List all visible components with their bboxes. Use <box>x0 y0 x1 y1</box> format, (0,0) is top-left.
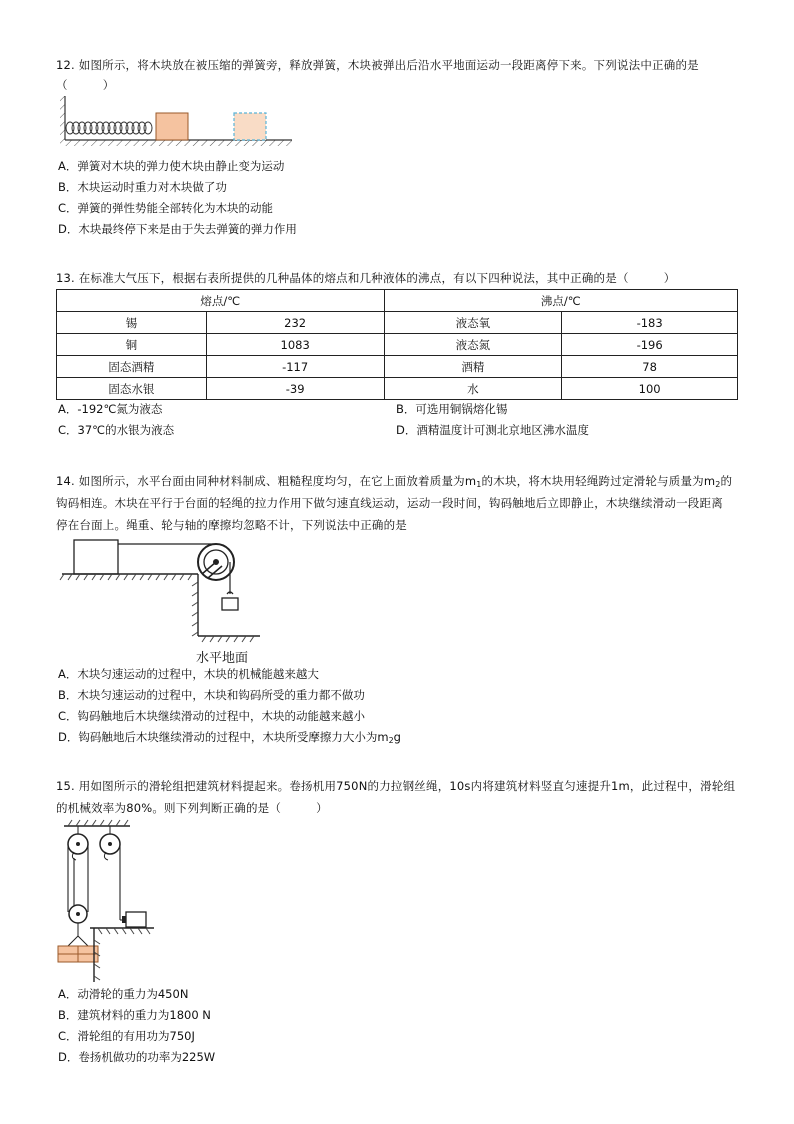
table-cell: 液态氮 <box>384 334 562 356</box>
table-cell: 100 <box>562 378 738 400</box>
q15-option-d[interactable]: D．卷扬机做功的功率为225W <box>58 1050 216 1064</box>
q12-spring-figure <box>56 96 296 154</box>
q12-answer-blank: （ ） <box>56 78 115 92</box>
table-cell: 固态水银 <box>57 378 207 400</box>
wood-block-final-position <box>234 113 266 140</box>
q15-option-c[interactable]: C．滑轮组的有用功为750J <box>58 1029 195 1043</box>
boiling-point-header: 沸点/℃ <box>384 290 737 312</box>
fixed-pulley <box>198 544 234 580</box>
table-row <box>57 334 738 356</box>
table-cell: 232 <box>206 312 384 334</box>
q13-option-b[interactable]: B．可选用铜锅熔化锡 <box>396 402 508 416</box>
q12-stem: 12. 如图所示，将木块放在被压缩的弹簧旁，释放弹簧，木块被弹出后沿水平地面运动一段距离停下来。下列说法中正确的是 <box>56 58 699 72</box>
q15-pulley-system-figure <box>54 818 164 986</box>
table-cell: -117 <box>206 356 384 378</box>
q15-option-a[interactable]: A．动滑轮的重力为450N <box>58 987 189 1001</box>
q13-stem: 13. 在标准大气压下，根据右表所提供的几种晶体的熔点和几种液体的沸点，有以下四种说法，其中正确的是（ ） <box>56 271 676 285</box>
table-cell: 78 <box>562 356 738 378</box>
table-cell: 酒精 <box>384 356 562 378</box>
wood-block <box>74 540 118 574</box>
q14-option-d[interactable]: D．钩码触地后木块继续滑动的过程中，木块所受摩擦力大小为$m_2g$ <box>58 730 401 745</box>
hook-weight <box>222 598 238 610</box>
q14-figure-label: 水平地面 <box>196 651 249 666</box>
table-cell: -39 <box>206 378 384 400</box>
wood-block <box>156 113 188 140</box>
table-cell: -183 <box>562 312 738 334</box>
q13-option-c[interactable]: C．37℃的水银为液态 <box>58 423 175 437</box>
q13-data-table <box>56 289 738 400</box>
table-cell: 铜 <box>57 334 207 356</box>
q14-option-c[interactable]: C．钩码触地后木块继续滑动的过程中，木块的动能越来越小 <box>58 709 366 723</box>
q14-stem-line1: 14. 如图所示，水平台面由同种材料制成、粗糙程度均匀，在它上面放着质量为$m_1$的木块，将木块用轻绳跨过定滑轮与质量为$m_2$的 <box>56 474 733 489</box>
q14-stem-line2: 钩码相连。木块在平行于台面的轻绳的拉力作用下做匀速直线运动，运动一段时间，钩码触地后立即静止，木块继续滑动一段距离 <box>56 496 723 510</box>
table-cell: 1083 <box>206 334 384 356</box>
fixed-pulley <box>68 834 88 854</box>
table-cell: -196 <box>562 334 738 356</box>
q15-option-b[interactable]: B．建筑材料的重力为1800 N <box>58 1008 211 1022</box>
winch <box>126 912 146 927</box>
movable-pulley <box>69 905 87 923</box>
table-row <box>57 378 738 400</box>
table-cell: 水 <box>384 378 562 400</box>
table-row <box>57 312 738 334</box>
table-cell: 液态氧 <box>384 312 562 334</box>
q12-option-d[interactable]: D．木块最终停下来是由于失去弹簧的弹力作用 <box>58 222 297 236</box>
q14-pulley-figure <box>60 536 270 644</box>
q14-option-b[interactable]: B．木块匀速运动的过程中，木块和钩码所受的重力都不做功 <box>58 688 365 702</box>
melting-point-header: 熔点/℃ <box>57 290 385 312</box>
q14-stem-line3: 停在台面上。绳重、轮与轴的摩擦均忽略不计，下列说法中正确的是 <box>56 518 407 532</box>
q13-option-a[interactable]: A．-192℃氮为液态 <box>58 402 163 416</box>
table-cell: 固态酒精 <box>57 356 207 378</box>
table-row <box>57 356 738 378</box>
q13-option-d[interactable]: D．酒精温度计可测北京地区沸水温度 <box>396 423 589 437</box>
q12-option-c[interactable]: C．弹簧的弹性势能全部转化为木块的动能 <box>58 201 274 215</box>
q12-option-b[interactable]: B．木块运动时重力对木块做了功 <box>58 180 227 194</box>
fixed-pulley <box>100 834 120 854</box>
q14-option-a[interactable]: A．木块匀速运动的过程中，木块的机械能越来越大 <box>58 667 319 681</box>
q15-stem-line2: 的机械效率为80%。则下列判断正确的是（ ） <box>56 801 328 815</box>
compressed-spring <box>66 122 152 134</box>
q12-option-a[interactable]: A．弹簧对木块的弹力使木块由静止变为运动 <box>58 159 285 173</box>
table-cell: 锡 <box>57 312 207 334</box>
q15-stem-line1: 15. 用如图所示的滑轮组把建筑材料提起来。卷扬机用750N的力拉钢丝绳，10s内将建筑材料竖直匀速提升1m，此过程中，滑轮组 <box>56 779 736 793</box>
